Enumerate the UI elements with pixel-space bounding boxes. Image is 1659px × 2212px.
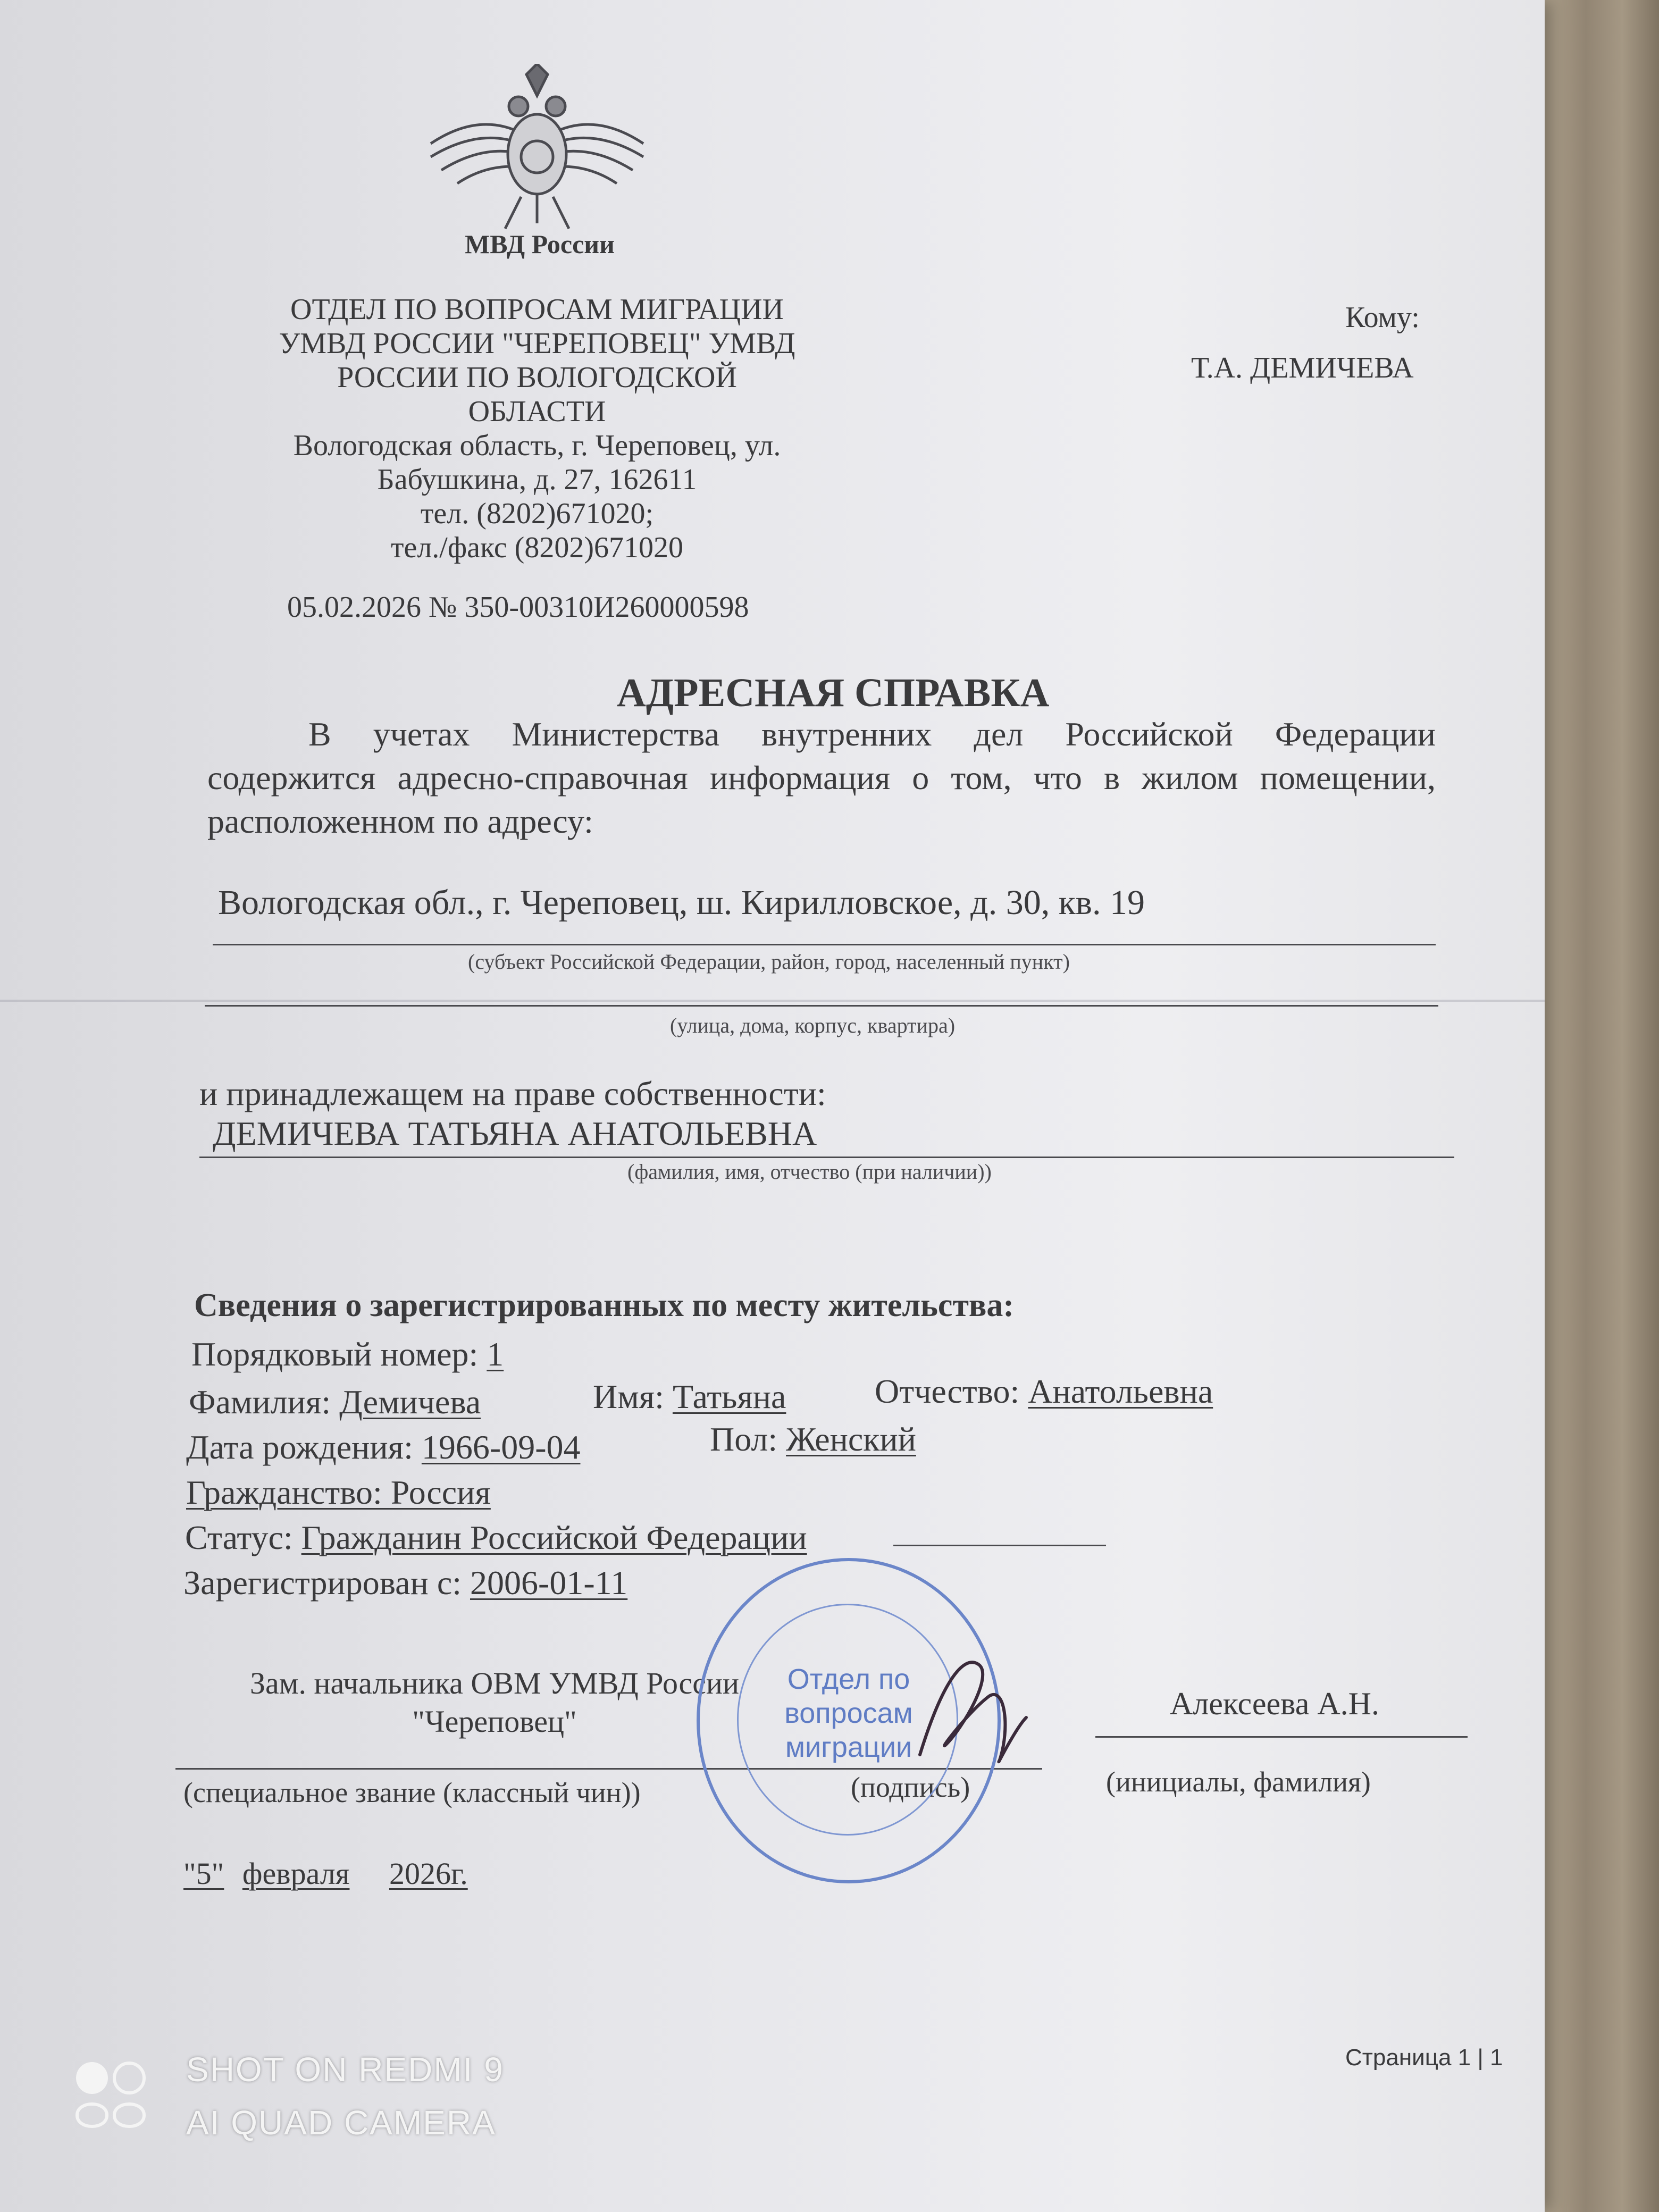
dept-line: ОТДЕЛ ПО ВОПРОСАМ МИГРАЦИИ [290,293,784,326]
status-label: Статус: [185,1519,293,1556]
stamp-center-text: Отдел по вопросам миграции [784,1663,913,1763]
status-underline [893,1545,1106,1546]
intro-line: содержится адресно-справочная информация о том, что в жилом помещении, [207,759,1436,797]
row-name [593,1377,786,1417]
citizenship: Гражданство: Россия [186,1473,491,1511]
to-label: Кому: [1345,301,1420,334]
address-line: Бабушкина, д. 27, 162611 [377,463,697,496]
caption-signature: (подпись) [851,1771,970,1803]
watermark-line2 [69,2103,496,2142]
watermark-line1 [69,2050,504,2089]
address-caption-street: (улица, дома, корпус, квартира) [670,1013,956,1037]
surname-label: Фамилия: [189,1383,331,1421]
since-label: Зарегистрирован с: [183,1564,462,1602]
number-label: Порядковый номер: [191,1335,479,1373]
address-line: Вологодская область, г. Череповец, ул. [293,429,781,462]
owner-label: и принадлежащем на праве собственности: [199,1075,826,1112]
row-patronymic [875,1372,1213,1411]
status-value: Гражданин Российской Федерации [301,1519,807,1556]
owner-underline [199,1157,1454,1158]
since-value: 2006-01-11 [470,1564,628,1602]
date-day: "5" [183,1856,224,1891]
org-name: МВД России [465,229,615,259]
number-value: 1 [487,1335,504,1373]
position-line: Зам. начальника ОВМ УМВД России [249,1666,740,1700]
watermark-text: SHOT ON REDMI 9 [186,2050,504,2089]
name-value: Татьяна [672,1378,786,1415]
signature-scribble [899,1622,1037,1781]
sex-label: Пол: [710,1420,778,1458]
to-name: Т.А. ДЕМИЧЕВА [1191,351,1414,384]
patronymic-label: Отчество: [875,1372,1020,1410]
date-year: 2026г. [389,1856,468,1891]
birth-value: 1966-09-04 [421,1428,581,1466]
intro-text [207,713,1436,843]
position-line: "Череповец" [412,1704,577,1739]
row-sex [710,1420,916,1459]
address-caption-region: (субъект Российской Федерации, район, город, населенный пункт) [468,950,1070,974]
name-label: Имя: [593,1378,664,1415]
caption-rank: (специальное звание (классный чин)) [183,1777,641,1808]
dept-line: УМВД РОССИИ "ЧЕРЕПОВЕЦ" УМВД [279,327,795,360]
name-underline [1095,1736,1468,1738]
sign-date [183,1856,468,1891]
address-underline [213,944,1436,945]
owner-caption: (фамилия, имя, отчество (при наличии)) [627,1160,992,1184]
birth-label: Дата рождения: [186,1428,413,1466]
surname-value: Демичева [339,1383,481,1421]
dept-line: РОССИИ ПО ВОЛОГОДСКОЙ [337,361,737,394]
signer-name: Алексеева А.Н. [1170,1686,1380,1721]
sex-value: Женский [786,1420,916,1458]
emblem-icon [399,64,675,234]
row-fio [189,1382,481,1422]
row-number [191,1335,504,1374]
patronymic-value: Анатольевна [1028,1372,1213,1410]
watermark-text: AI QUAD CAMERA [186,2104,496,2142]
date-month: февраля [242,1856,350,1891]
address-value: Вологодская обл., г. Череповец, ш. Кирилловское, д. 30, кв. 19 [218,883,1145,922]
owner-name: ДЕМИЧЕВА ТАТЬЯНА АНАТОЛЬЕВНА [213,1115,817,1152]
page-number: Страница 1 | 1 [1345,2045,1503,2071]
address-line: тел./факс (8202)671020 [391,531,683,564]
street-underline [205,1005,1438,1007]
intro-line: В учетах Министерства внутренних дел Российской Федерации [308,715,1436,753]
row-birth [186,1428,581,1467]
date-number: 05.02.2026 № 350-00310И260000598 [287,591,749,624]
caption-initials: (инициалы, фамилия) [1106,1766,1371,1798]
department-block [229,292,845,565]
registered-heading: Сведения о зарегистрированных по месту жительства: [194,1287,1015,1323]
row-since [183,1563,627,1603]
document-title: АДРЕСНАЯ СПРАВКА [617,671,1050,715]
intro-line: расположенном по адресу: [207,802,593,840]
background-fabric [1537,0,1659,2212]
address-line: тел. (8202)671020; [420,497,654,530]
row-status [185,1518,807,1557]
dept-line: ОБЛАСТИ [468,395,606,428]
